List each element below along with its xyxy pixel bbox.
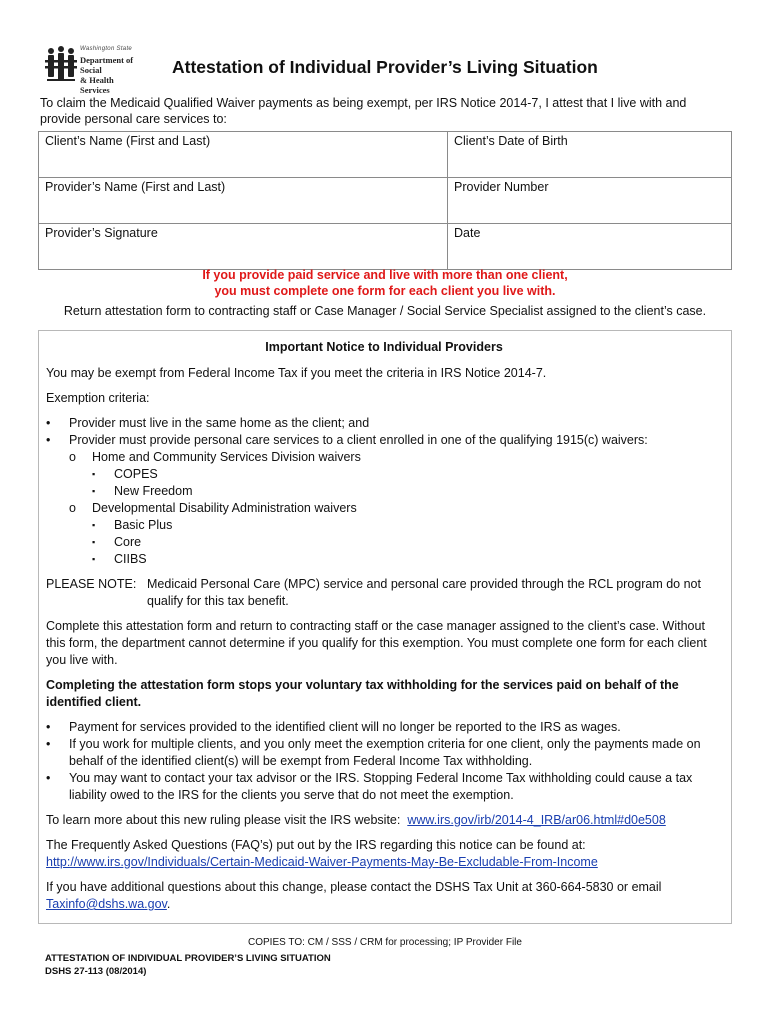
form-title: Attestation of Individual Provider’s Living Situation xyxy=(172,57,598,77)
waiver-item: ▪ Basic Plus xyxy=(46,517,722,534)
provider-name-field[interactable] xyxy=(39,178,448,224)
notice-intro: You may be exempt from Federal Income Tax if you meet the criteria in IRS Notice 2014-7. xyxy=(46,366,547,380)
please-note-label: PLEASE NOTE: xyxy=(46,577,137,591)
logo-dept-line: & Health Services xyxy=(80,75,114,95)
faq-text: The Frequently Asked Questions (FAQ’s) put out by the IRS regarding this notice can be found at: xyxy=(46,838,586,852)
learn-more xyxy=(46,812,722,829)
contact-end: . xyxy=(166,897,171,911)
important-notice-box xyxy=(38,330,732,924)
dda-waivers-label: o Developmental Disability Administration waivers xyxy=(46,500,722,517)
please-note-text: Medicaid Personal Care (MPC) service and personal care provided through the RCL program do not qualify for this tax benefit. xyxy=(147,577,701,608)
client-name-field[interactable] xyxy=(39,132,448,178)
logo-dept-line: Department of Social xyxy=(80,55,134,75)
effect-item: • If you work for multiple clients, and you only meet the exemption criteria for one client, only the payments made on behalf of the identified client(s) will be exempt from Federal Income Tax withholding. xyxy=(46,736,722,770)
provider-signature-label: Provider’s Signature xyxy=(45,226,158,240)
warning-line: you must complete one form for each client you live with. xyxy=(214,284,556,298)
attestation-fields-table xyxy=(38,131,732,270)
date-field[interactable] xyxy=(448,224,732,270)
notice-title: Important Notice to Individual Providers xyxy=(265,340,503,354)
contact-text: If you have additional questions about this change, please contact the DSHS Tax Unit at 360-664-5830 or email xyxy=(46,880,662,894)
client-name-label: Client’s Name (First and Last) xyxy=(45,134,211,148)
waiver-item: ▪ Core xyxy=(46,534,722,551)
logo-state-text: Washington State xyxy=(80,46,133,52)
footer-form-number: DSHS 27-113 (08/2014) xyxy=(45,966,147,977)
waiver-item: ▪ COPES xyxy=(46,466,722,483)
logo-department-text xyxy=(80,55,144,95)
provider-signature-field[interactable] xyxy=(39,224,448,270)
effect-item: • You may want to contact your tax advisor or the IRS. Stopping Federal Income Tax withholding could cause a tax liability owed to the IRS for the clients you serve that do not meet the exemption. xyxy=(46,770,722,804)
withholding-warning: Completing the attestation form stops your voluntary tax withholding for the services paid on behalf of the identified client. xyxy=(46,678,679,709)
copies-to: COPIES TO: CM / SSS / CRM for processing; IP Provider File xyxy=(248,937,522,948)
footer-form-title: ATTESTATION OF INDIVIDUAL PROVIDER’S LIVING SITUATION xyxy=(45,953,331,964)
complete-instructions: Complete this attestation form and return to contracting staff or the case manager assigned to the client’s case. Without this form, the department cannot determine if you qualify for this exemption. You must complete one form for each client you live with. xyxy=(46,619,707,667)
warning-line: If you provide paid service and live with more than one client, xyxy=(202,268,568,282)
effect-item: • Payment for services provided to the identified client will no longer be reported to the IRS as wages. xyxy=(46,719,722,736)
irs-faq-link[interactable]: http://www.irs.gov/Individuals/Certain-Medicaid-Waiver-Payments-May-Be-Excludable-From-Income xyxy=(46,855,598,869)
irs-ruling-link[interactable]: www.irs.gov/irb/2014-4_IRB/ar06.html#d0e508 xyxy=(407,813,666,827)
contact-info xyxy=(46,879,722,913)
tax-unit-email-link[interactable]: Taxinfo@dshs.wa.gov xyxy=(46,897,167,911)
criteria-item: • Provider must provide personal care services to a client enrolled in one of the qualifying 1915(c) waivers: xyxy=(46,432,722,449)
provider-number-label: Provider Number xyxy=(454,180,549,194)
provider-name-label: Provider’s Name (First and Last) xyxy=(45,180,226,194)
date-label: Date xyxy=(454,226,481,240)
return-instructions: Return attestation form to contracting staff or Case Manager / Social Service Specialist assigned to the client’s case. xyxy=(63,304,707,318)
waiver-item: ▪ New Freedom xyxy=(46,483,722,500)
criteria-item: • Provider must live in the same home as the client; and xyxy=(46,415,722,432)
client-dob-label: Client’s Date of Birth xyxy=(454,134,568,148)
criteria-label: Exemption criteria: xyxy=(46,391,150,405)
hcs-waivers-label: o Home and Community Services Division waivers xyxy=(46,449,722,466)
client-dob-field[interactable] xyxy=(448,132,732,178)
please-note xyxy=(46,576,722,610)
intro-text: To claim the Medicaid Qualified Waiver payments as being exempt, per IRS Notice 2014-7, I attest that I live with and provide personal care services to: xyxy=(40,96,687,126)
multiple-client-warning xyxy=(40,267,730,299)
faq-info xyxy=(46,837,722,871)
provider-number-field[interactable] xyxy=(448,178,732,224)
dshs-people-icon xyxy=(44,46,78,86)
dshs-logo xyxy=(44,46,144,95)
learn-more-text: To learn more about this new ruling please visit the IRS website: xyxy=(46,813,401,827)
waiver-item: ▪ CIIBS xyxy=(46,551,722,568)
